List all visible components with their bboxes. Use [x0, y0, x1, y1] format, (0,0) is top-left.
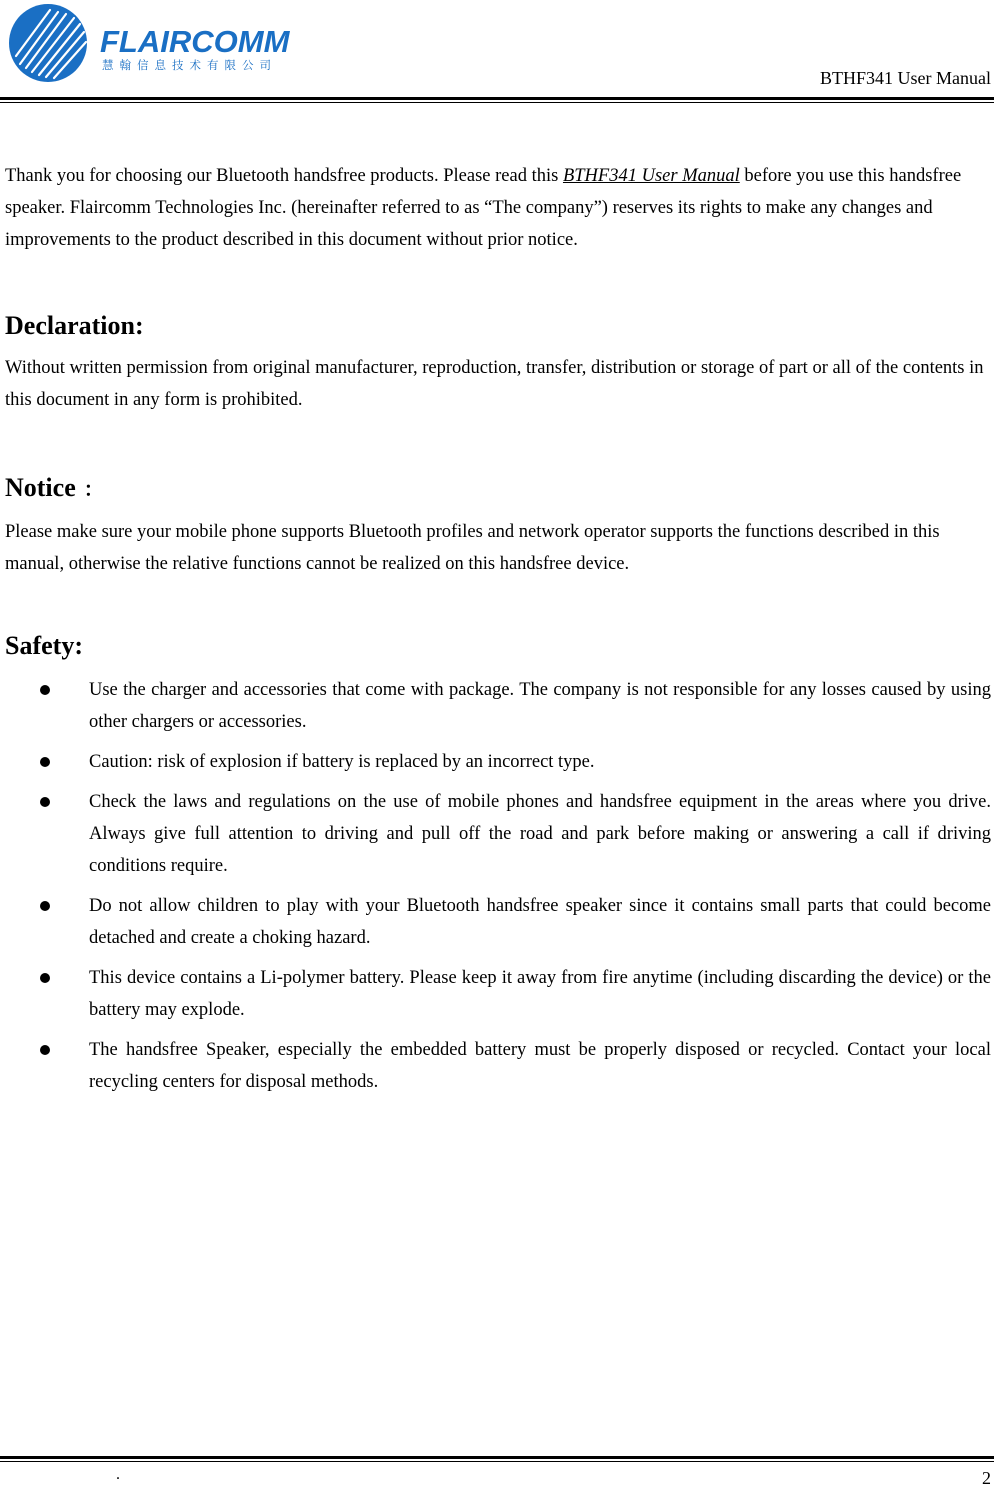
- flaircomm-logo: [6, 2, 306, 84]
- bullet-icon: [40, 1045, 50, 1055]
- manual-reference: BTHF341 User Manual: [562, 166, 740, 186]
- document-title: BTHF341 User Manual: [820, 68, 991, 88]
- list-item: Use the charger and accessories that come with package. The company is not responsible for any losses caused by using other chargers or accessories.: [5, 674, 991, 738]
- declaration-text: Without written permission from original manufacturer, reproduction, transfer, distribution or storage of part or all of the contents in this document in any form is prohibited.: [5, 358, 984, 410]
- logo-brand-text: FLAIRCOMM: [100, 24, 290, 59]
- document-body: [5, 160, 991, 1106]
- list-item: This device contains a Li-polymer battery. Please keep it away from fire anytime (including discarding the device) or the battery may explode.: [5, 962, 991, 1026]
- safety-heading: Safety:: [5, 631, 83, 660]
- bullet-icon: [40, 901, 50, 911]
- notice-text: Please make sure your mobile phone supports Bluetooth profiles and network operator supports the functions described in this manual, otherwise the relative functions cannot be realized on this handsfree device.: [5, 522, 940, 574]
- declaration-heading: Declaration:: [5, 311, 144, 340]
- header-divider-thick: [0, 97, 994, 100]
- list-item: Caution: risk of explosion if battery is replaced by an incorrect type.: [5, 746, 991, 778]
- footer-divider-thick: [0, 1456, 994, 1459]
- list-item: Check the laws and regulations on the use of mobile phones and handsfree equipment in the areas where you drive. Always give full attention to driving and pull off the road and park before making or answering a call if driving conditions require.: [5, 786, 991, 882]
- bullet-icon: [40, 757, 50, 767]
- header-divider-thin: [0, 102, 994, 103]
- intro-paragraph: Thank you for choosing our Bluetooth handsfree products. Please read this BTHF341 User Manual before you use this handsfree speaker. Flaircomm Technologies Inc. (hereinafter referred to as “The company”) reserves its rights to make any changes and improvements to the product described in this document without prior notice.: [5, 166, 962, 250]
- bullet-icon: [40, 973, 50, 983]
- bullet-icon: [40, 797, 50, 807]
- logo-subtitle-text: 慧翰信息技术有限公司: [102, 58, 277, 72]
- page-header: [0, 0, 994, 104]
- page-number: 2: [982, 1468, 991, 1488]
- notice-heading: Notice ：: [5, 473, 104, 502]
- bullet-icon: [40, 685, 50, 695]
- list-item: The handsfree Speaker, especially the embedded battery must be properly disposed or recycled. Contact your local recycling centers for disposal methods.: [5, 1034, 991, 1098]
- list-item: Do not allow children to play with your Bluetooth handsfree speaker since it contains small parts that could become detached and create a choking hazard.: [5, 890, 991, 954]
- footer-divider-thin: [0, 1461, 994, 1462]
- footer-dot: .: [116, 1466, 120, 1483]
- safety-list: [5, 674, 991, 1098]
